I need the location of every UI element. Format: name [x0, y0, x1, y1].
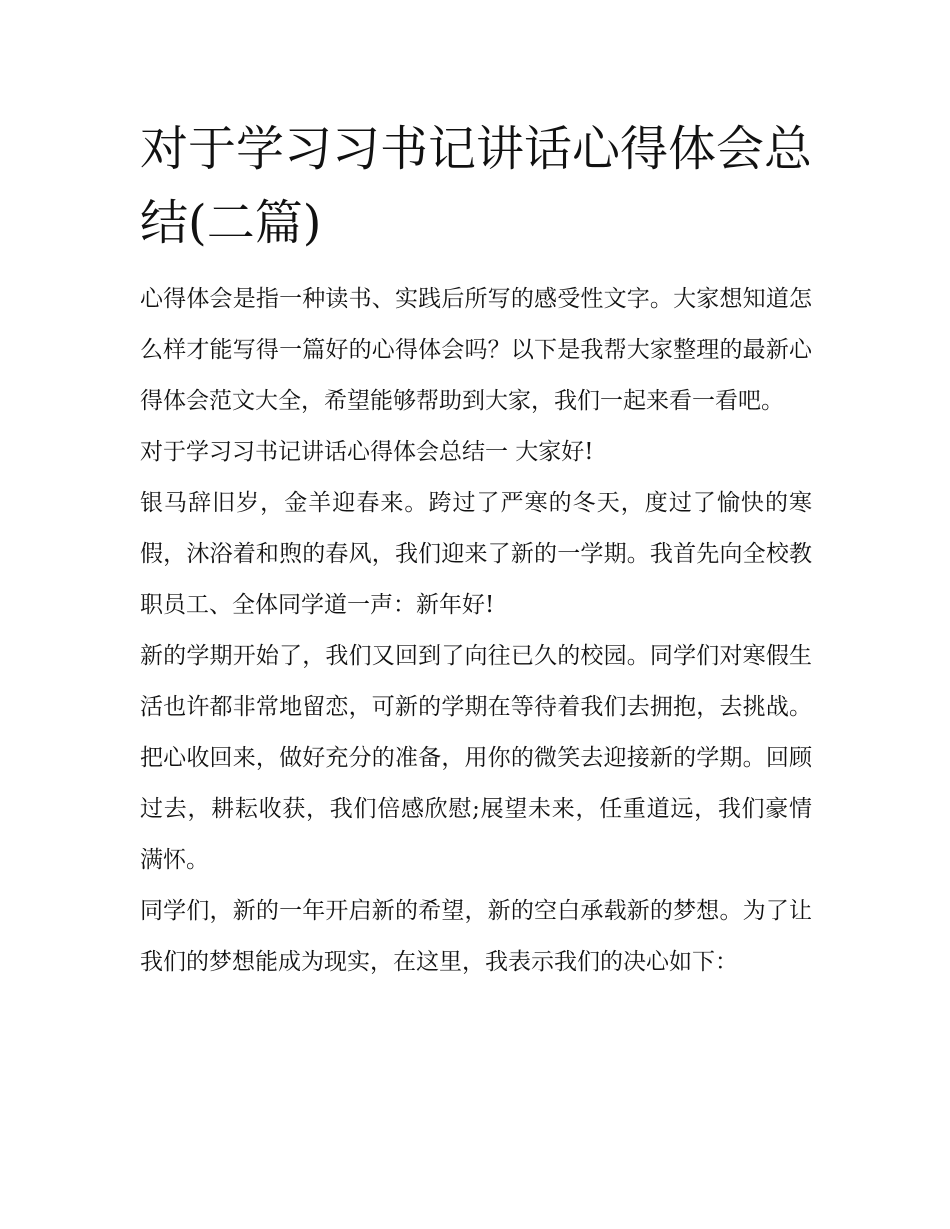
- document-body: [140, 112, 812, 988]
- body-paragraph: 同学们，新的一年开启新的希望，新的空白承载新的梦想。为了让我们的梦想能成为现实，在这里，我表示我们的决心如下：: [140, 898, 812, 975]
- body-paragraph: 新的学期开始了，我们又回到了向往已久的校园。同学们对寒假生活也许都非常地留恋，可新的学期在等待着我们去拥抱，去挑战。把心收回来，做好充分的准备，用你的微笑去迎接新的学期。回顾过去，耕耘收获，我们倍感欣慰;展望未来，任重道远，我们豪情满怀。: [140, 643, 812, 873]
- section-heading-paragraph: 对于学习习书记讲话心得体会总结一 大家好!: [140, 439, 594, 465]
- document-title: 对于学习习书记讲话心得体会总结(二篇): [140, 121, 813, 251]
- body-paragraph: 银马辞旧岁，金羊迎春来。跨过了严寒的冬天，度过了愉快的寒假，沐浴着和煦的春风，我们迎来了新的一学期。我首先向全校教职员工、全体同学道一声：新年好!: [140, 490, 812, 618]
- intro-paragraph: 心得体会是指一种读书、实践后所写的感受性文字。大家想知道怎么样才能写得一篇好的心得体会吗？以下是我帮大家整理的最新心得体会范文大全，希望能够帮助到大家，我们一起来看一看吧。: [140, 286, 812, 414]
